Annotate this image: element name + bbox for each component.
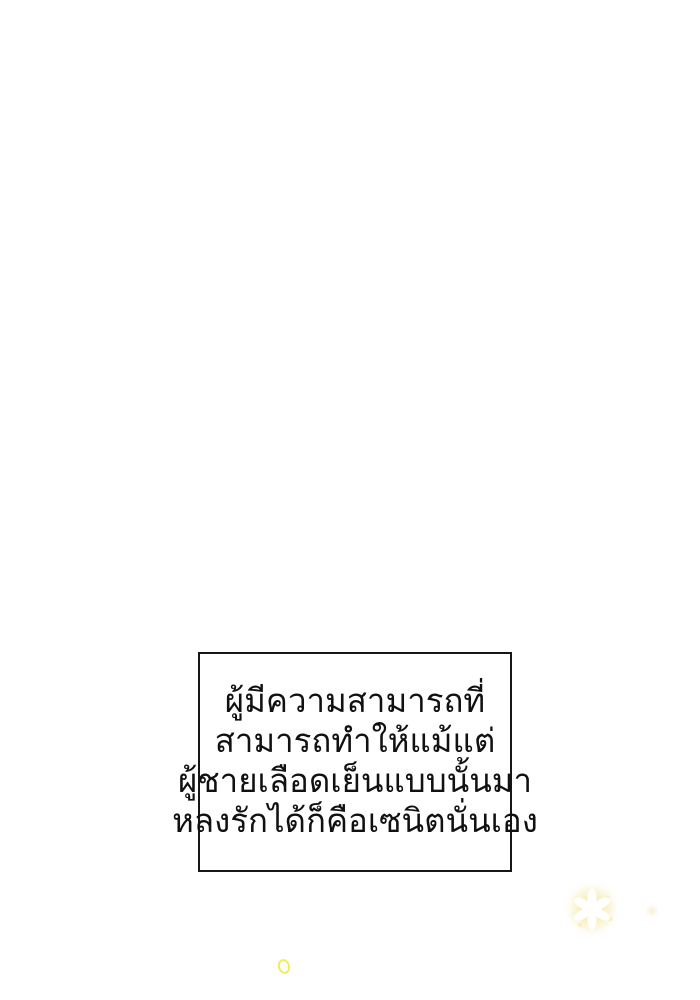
sparkle-dot-icon — [646, 905, 658, 917]
caption-line-3: ผู้ชายเลือดเย็นแบบนั้นมา — [177, 764, 533, 800]
caption-box — [172, 652, 538, 872]
caption-line-2: สามารถทำให้แม้แต่ — [214, 724, 496, 760]
sparkle-flower-icon — [560, 877, 624, 941]
caption-line-4: หลงรักได้ก็คือเซนิตนั่นเอง — [172, 804, 538, 840]
sparkle-ring-icon — [276, 958, 292, 976]
caption-line-1: ผู้มีความสามารถที่ — [224, 684, 486, 720]
